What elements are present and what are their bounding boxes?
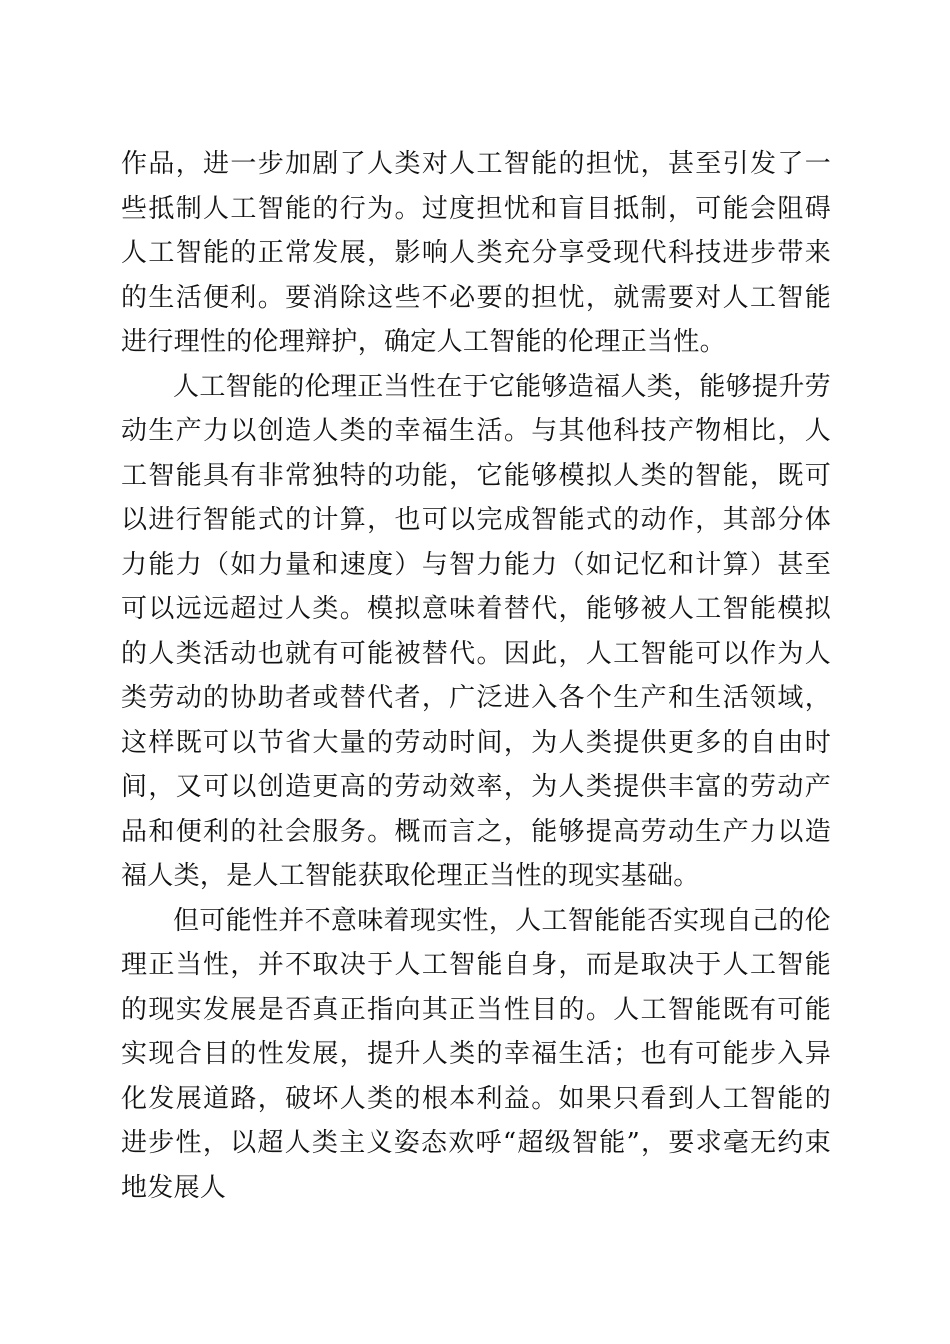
paragraph-3: 但可能性并不意味着现实性，人工智能能否实现自己的伦理正当性，并不取决于人工智能自身，而是取决于人工智能的现实发展是否真正指向其正当性目的。人工智能既有可能实现合目的性发展，提升人类的幸福生活；也有可能步入异化发展道路，破坏人类的根本利益。如果只看到人工智能的进步性，以超人类主义姿态欢呼“超级智能”，要求毫无约束地发展人 [121,905,831,1203]
body-text [121,142,831,1210]
paragraph-1: 作品，进一步加剧了人类对人工智能的担忧，甚至引发了一些抵制人工智能的行为。过度担忧和盲目抵制，可能会阻碍人工智能的正常发展，影响人类充分享受现代科技进步带来的生活便利。要消除这些不必要的担忧，就需要对人工智能进行理性的伦理辩护，确定人工智能的伦理正当性。 [121,149,831,357]
paragraph-2: 人工智能的伦理正当性在于它能够造福人类，能够提升劳动生产力以创造人类的幸福生活。与其他科技产物相比，人工智能具有非常独特的功能，它能够模拟人类的智能，既可以进行智能式的计算，也可以完成智能式的动作，其部分体力能力（如力量和速度）与智力能力（如记忆和计算）甚至可以远远超过人类。模拟意味着替代，能够被人工智能模拟的人类活动也就有可能被替代。因此，人工智能可以作为人类劳动的协助者或替代者，广泛进入各个生产和生活领域，这样既可以节省大量的劳动时间，为人类提供更多的自由时间，又可以创造更高的劳动效率，为人类提供丰富的劳动产品和便利的社会服务。概而言之，能够提高劳动生产力以造福人类，是人工智能获取伦理正当性的现实基础。 [121,371,831,891]
